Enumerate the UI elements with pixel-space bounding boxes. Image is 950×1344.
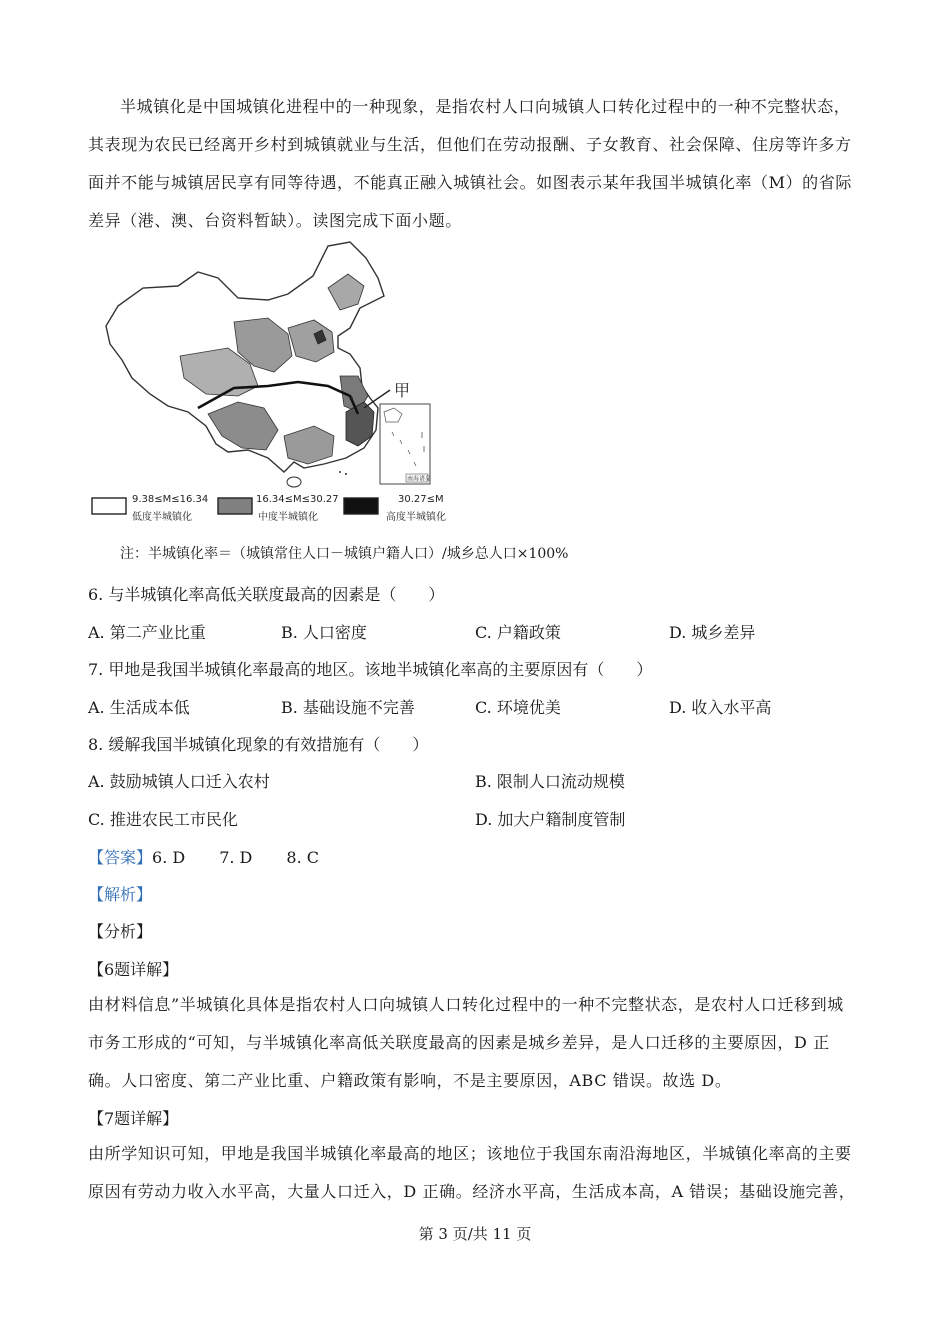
q6-option-a[interactable]: A. 第二产业比重 bbox=[88, 623, 206, 642]
legend-label-high: 高度半城镇化 bbox=[386, 512, 446, 523]
q6-detail-line-1: 由材料信息”半城镇化具体是指农村人口向城镇人口转化过程中的一种不完整状态，是农村人口迁移到城 bbox=[88, 995, 844, 1014]
q8-option-d[interactable]: D. 加大户籍制度管制 bbox=[475, 810, 626, 829]
q7-option-a[interactable]: A. 生活成本低 bbox=[88, 698, 190, 717]
q6-option-b[interactable]: B. 人口密度 bbox=[281, 623, 367, 642]
answer-8: 8. C bbox=[286, 848, 319, 867]
china-semi-urbanization-map bbox=[88, 236, 488, 526]
q6-detail-tag: 【6题详解】 bbox=[88, 960, 179, 979]
legend-range-medium: 16.34≤M≤30.27 bbox=[256, 494, 339, 505]
q8-option-c[interactable]: C. 推进农民工市民化 bbox=[88, 810, 238, 829]
south-china-sea-inset bbox=[380, 404, 431, 484]
q8-option-a[interactable]: A. 鼓励城镇人口迁入农村 bbox=[88, 772, 270, 791]
question-6-stem: 6. 与半城镇化率高低关联度最高的因素是（ ） bbox=[88, 585, 445, 604]
intro-line-3: 面并不能与城镇居民享有同等待遇，不能真正融入城镇社会。如图表示某年我国半城镇化率（M）的省际 bbox=[88, 173, 852, 192]
legend-swatch-high bbox=[344, 498, 378, 514]
answer-6: 6. D bbox=[152, 848, 186, 867]
legend bbox=[92, 494, 446, 523]
question-7-stem: 7. 甲地是我国半城镇化率最高的地区。该地半城镇化率高的主要原因有（ ） bbox=[88, 660, 653, 679]
q8-option-b[interactable]: B. 限制人口流动规模 bbox=[475, 772, 625, 791]
q6-detail-line-2: 市务工形成的“可知，与半城镇化率高低关联度最高的因素是城乡差异，是人口迁移的主要原因，D 正 bbox=[88, 1033, 830, 1052]
answer-tag: 【答案】 bbox=[88, 848, 153, 867]
q6-detail-paragraph bbox=[88, 986, 868, 1100]
q6-option-c[interactable]: C. 户籍政策 bbox=[475, 623, 561, 642]
q7-option-c[interactable]: C. 环境优美 bbox=[475, 698, 561, 717]
q7-detail-line-1: 由所学知识可知，甲地是我国半城镇化率最高的地区；该地位于我国东南沿海地区，半城镇化率高的主要 bbox=[88, 1144, 852, 1163]
q7-detail-line-2: 原因有劳动力收入水平高，大量人口迁入，D 正确。经济水平高，生活成本高，A 错误；基础设施完善， bbox=[88, 1182, 856, 1201]
answer-line bbox=[88, 845, 319, 868]
callout-label-jia: 甲 bbox=[394, 381, 411, 400]
q7-option-b[interactable]: B. 基础设施不完善 bbox=[281, 698, 415, 717]
q7-detail-paragraph bbox=[88, 1135, 868, 1211]
legend-label-medium: 中度半城镇化 bbox=[258, 512, 318, 523]
figure-note: 注：半城镇化率＝（城镇常住人口－城镇户籍人口）/城乡总人口×100% bbox=[120, 546, 569, 562]
legend-label-low: 低度半城镇化 bbox=[132, 512, 192, 523]
answer-7: 7. D bbox=[219, 848, 253, 867]
hainan-island bbox=[287, 477, 301, 487]
page-footer: 第 3 页/共 11 页 bbox=[418, 1225, 532, 1243]
intro-line-4: 差异（港、澳、台资料暂缺）。读图完成下面小题。 bbox=[88, 211, 462, 230]
intro-line-1: 半城镇化是中国城镇化进程中的一种现象，是指农村人口向城镇人口转化过程中的一种不完整状态， bbox=[120, 97, 851, 116]
legend-swatch-medium bbox=[218, 498, 252, 514]
q7-option-d[interactable]: D. 收入水平高 bbox=[669, 698, 772, 717]
fenxi-tag: 【分析】 bbox=[88, 922, 153, 941]
legend-range-low: 9.38≤M≤16.34 bbox=[132, 494, 209, 505]
analysis-tag: 【解析】 bbox=[88, 885, 153, 904]
inset-label: 南海诸岛 bbox=[407, 475, 432, 483]
q6-detail-line-3: 确。人口密度、第二产业比重、户籍政策有影响，不是主要原因，ABC 错误。故选 D。 bbox=[88, 1071, 732, 1090]
legend-swatch-low bbox=[92, 498, 126, 514]
question-8-stem: 8. 缓解我国半城镇化现象的有效措施有（ ） bbox=[88, 735, 429, 754]
q6-option-d[interactable]: D. 城乡差异 bbox=[669, 623, 756, 642]
q7-detail-tag: 【7题详解】 bbox=[88, 1109, 179, 1128]
legend-range-high: 30.27≤M bbox=[398, 494, 444, 505]
intro-paragraph bbox=[88, 88, 868, 240]
intro-line-2: 其表现为农民已经离开乡村到城镇就业与生活，但他们在劳动报酬、子女教育、社会保障、住房等许多方 bbox=[88, 135, 852, 154]
